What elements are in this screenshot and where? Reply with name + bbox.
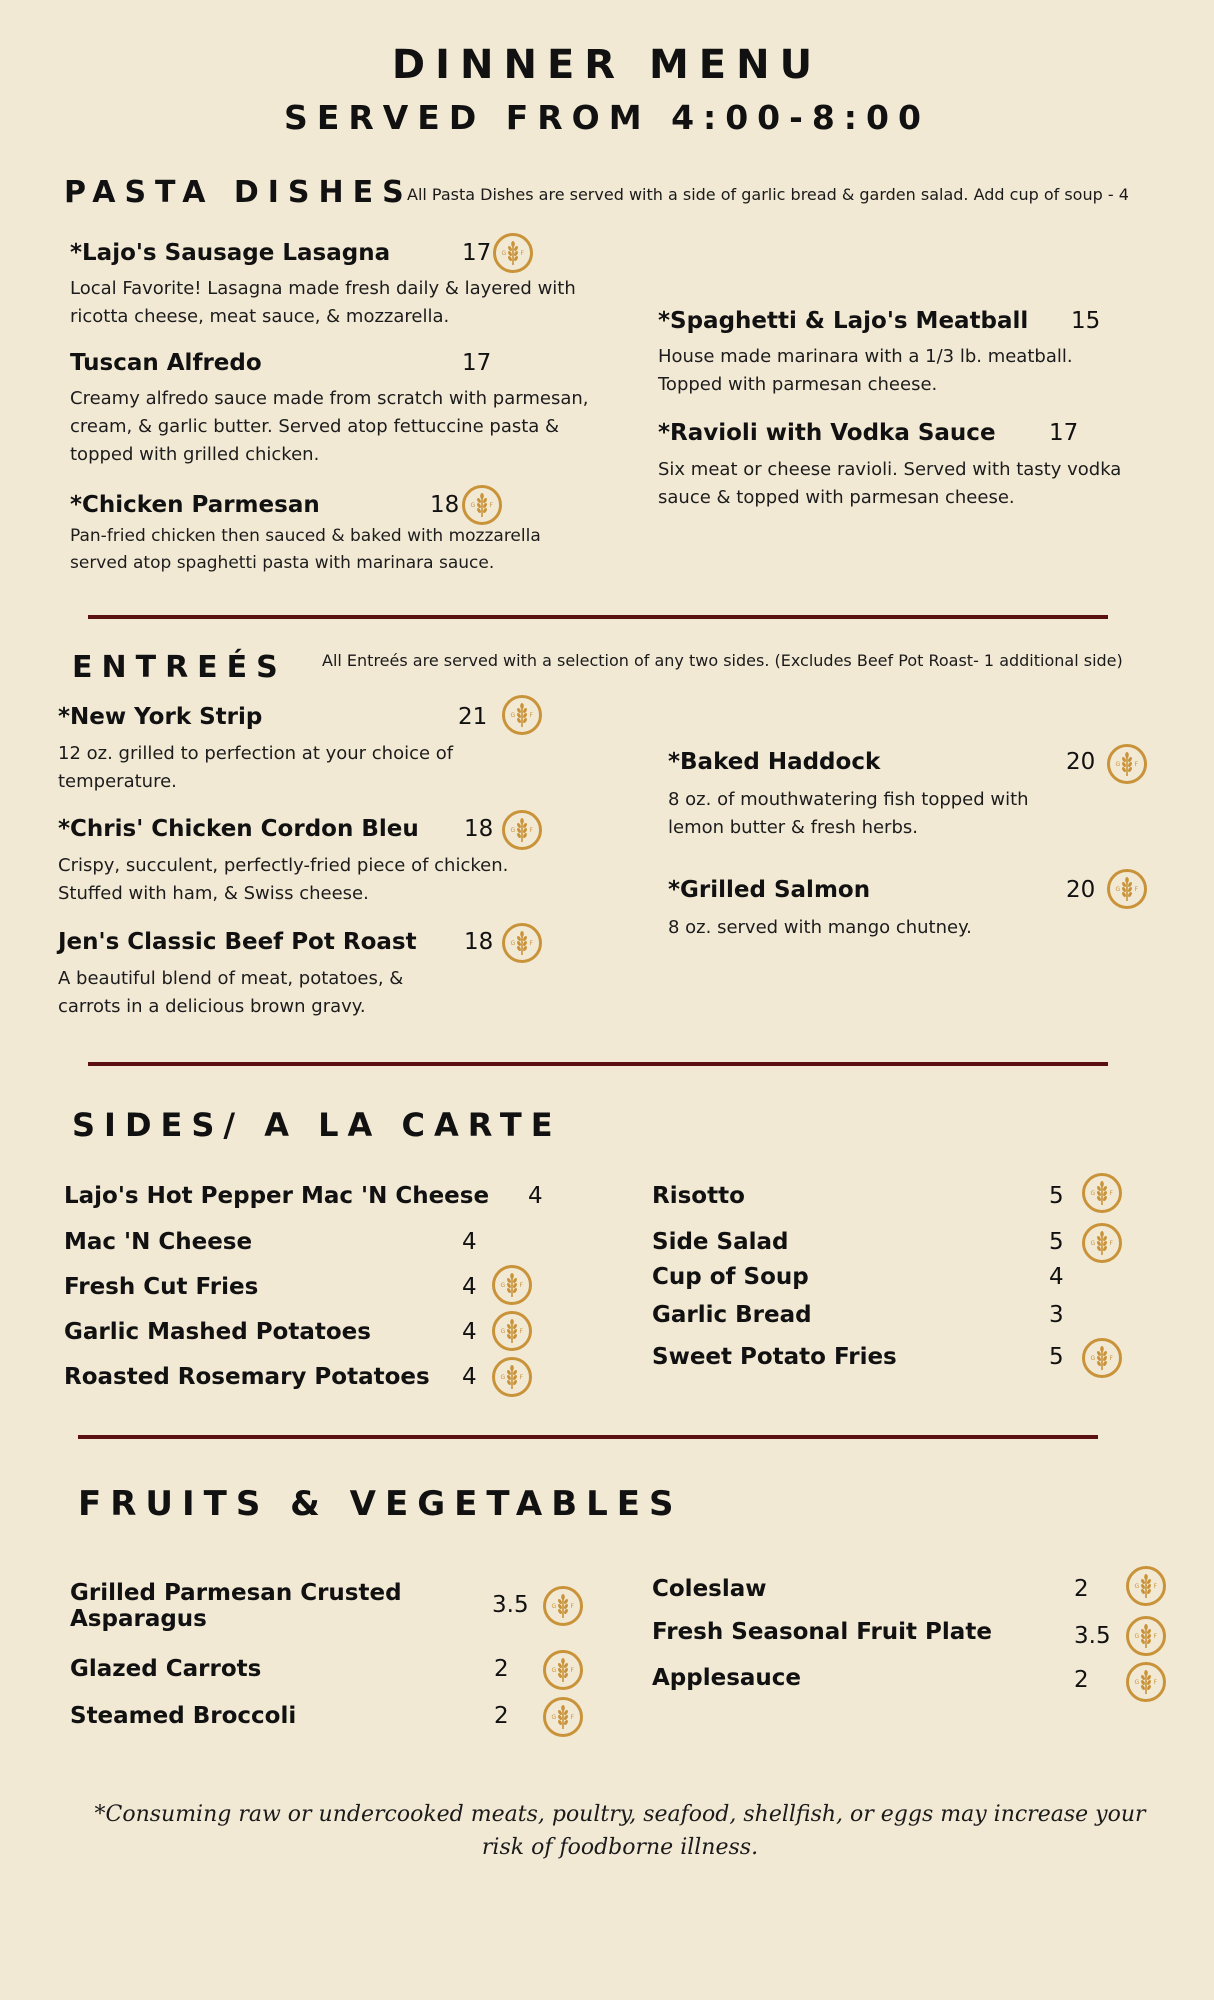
svg-text:F: F: [1109, 1190, 1113, 1197]
svg-text:F: F: [519, 1328, 523, 1335]
gluten-free-icon: [1107, 869, 1147, 909]
menu-item-name-line: Grilled Parmesan Crusted: [70, 1580, 402, 1606]
fruits-heading: FRUITS & VEGETABLES: [78, 1484, 683, 1524]
svg-text:G: G: [551, 1714, 557, 1721]
gluten-free-icon: [502, 695, 542, 735]
svg-text:F: F: [1153, 1583, 1157, 1590]
svg-text:G: G: [510, 940, 516, 947]
menu-item-price: 20: [1066, 749, 1096, 775]
menu-item-price: 4: [462, 1319, 477, 1345]
menu-item-name: Fresh Cut Fries: [64, 1274, 259, 1300]
food-safety-disclaimer: *Consuming raw or undercooked meats, poultry, seafood, shellfish, or eggs may increase your risk of foodborne illness.: [94, 1802, 1146, 1860]
menu-item-price: 2: [494, 1703, 509, 1729]
svg-text:G: G: [501, 250, 507, 257]
svg-text:G: G: [551, 1667, 557, 1674]
svg-text:F: F: [489, 502, 493, 509]
section-divider: [88, 615, 1108, 619]
menu-item-desc: 8 oz. of mouthwatering fish topped with lemon butter & fresh herbs.: [668, 789, 1029, 838]
svg-text:F: F: [570, 1667, 574, 1674]
menu-item-name: Fresh Seasonal Fruit Plate: [652, 1619, 992, 1645]
menu-item-name: Tuscan Alfredo: [70, 350, 262, 376]
menu-item-price: 5: [1049, 1344, 1064, 1370]
menu-item-name: *Chicken Parmesan: [70, 492, 320, 518]
menu-item-price: 5: [1049, 1229, 1064, 1255]
gluten-free-icon: [1082, 1338, 1122, 1378]
section-divider: [88, 1062, 1108, 1066]
svg-text:F: F: [529, 827, 533, 834]
gluten-free-icon: [462, 485, 502, 525]
svg-text:F: F: [520, 250, 524, 257]
sides-heading: SIDES/ A LA CARTE: [72, 1106, 562, 1144]
svg-text:G: G: [500, 1282, 506, 1289]
gluten-free-icon: [1126, 1566, 1166, 1606]
svg-text:F: F: [570, 1603, 574, 1610]
gluten-free-icon: [493, 233, 533, 273]
menu-item-desc: 12 oz. grilled to perfection at your choice of temperature.: [58, 743, 454, 792]
menu-item-price: 4: [1049, 1264, 1064, 1290]
menu-item-name: Risotto: [652, 1183, 745, 1209]
pasta-heading: PASTA DISHES: [64, 175, 413, 210]
entrees-heading: ENTREÉS: [72, 650, 287, 685]
menu-item-name: Glazed Carrots: [70, 1656, 262, 1682]
menu-item-name: *Grilled Salmon: [668, 877, 871, 903]
svg-text:G: G: [1090, 1240, 1096, 1247]
menu-item-desc: Pan-fried chicken then sauced & baked with mozzarella served atop spaghetti pasta with marinara sauce.: [70, 526, 541, 573]
menu-item-desc: House made marinara with a 1/3 lb. meatball. Topped with parmesan cheese.: [658, 346, 1073, 395]
menu-item-price: 18: [430, 492, 460, 518]
menu-item-desc: Creamy alfredo sauce made from scratch with parmesan, cream, & garlic butter. Served atop fettuccine pasta & topped with grilled chicken.: [70, 388, 589, 465]
gluten-free-icon: [1082, 1173, 1122, 1213]
menu-item-price: 3.5: [1074, 1623, 1111, 1649]
menu-item-name-line: Asparagus: [70, 1606, 207, 1632]
menu-item-name: *New York Strip: [58, 704, 263, 730]
svg-text:F: F: [1134, 886, 1138, 893]
menu-item-name: Garlic Bread: [652, 1302, 812, 1328]
gluten-free-icon: [492, 1311, 532, 1351]
gluten-free-icon: [492, 1265, 532, 1305]
menu-item-name: *Ravioli with Vodka Sauce: [658, 420, 996, 446]
svg-text:G: G: [500, 1374, 506, 1381]
svg-text:G: G: [1134, 1633, 1140, 1640]
svg-text:G: G: [1115, 761, 1121, 768]
svg-text:F: F: [529, 940, 533, 947]
svg-text:G: G: [1134, 1679, 1140, 1686]
svg-text:F: F: [1109, 1355, 1113, 1362]
gluten-free-icon: [543, 1586, 583, 1626]
menu-item-price: 3.5: [492, 1592, 529, 1618]
gluten-free-icon: [502, 923, 542, 963]
menu-item-price: 17: [1049, 420, 1079, 446]
gluten-free-icon: [492, 1357, 532, 1397]
svg-text:G: G: [1090, 1355, 1096, 1362]
menu-item-name: *Chris' Chicken Cordon Bleu: [58, 816, 419, 842]
menu-item-desc: Crispy, succulent, perfectly-fried piece of chicken. Stuffed with ham, & Swiss cheese.: [58, 855, 509, 904]
menu-item-desc: 8 oz. served with mango chutney.: [668, 917, 972, 938]
menu-title: DINNER MENU: [391, 42, 823, 88]
menu-item-name: Steamed Broccoli: [70, 1703, 297, 1729]
menu-item-price: 4: [462, 1229, 477, 1255]
gluten-free-icon: [502, 810, 542, 850]
menu-item-price: 2: [1074, 1576, 1089, 1602]
menu-item-name: *Spaghetti & Lajo's Meatball: [658, 308, 1029, 334]
menu-item-name: Roasted Rosemary Potatoes: [64, 1364, 430, 1390]
menu-item-price: 17: [462, 240, 492, 266]
menu-item-price: 2: [494, 1656, 509, 1682]
menu-item-name: Lajo's Hot Pepper Mac 'N Cheese: [64, 1183, 490, 1209]
menu-item-price: 4: [462, 1364, 477, 1390]
svg-text:F: F: [1153, 1679, 1157, 1686]
menu-item-name: Sweet Potato Fries: [652, 1344, 897, 1370]
menu-item-name: *Baked Haddock: [668, 749, 881, 775]
menu-item-price: 4: [462, 1274, 477, 1300]
gluten-free-icon: [543, 1650, 583, 1690]
menu-item-price: 2: [1074, 1667, 1089, 1693]
menu-item-price: 15: [1071, 308, 1101, 334]
gluten-free-icon: [1126, 1662, 1166, 1702]
menu-item-desc: A beautiful blend of meat, potatoes, & carrots in a delicious brown gravy.: [58, 968, 404, 1017]
menu-item-price: 3: [1049, 1302, 1064, 1328]
svg-text:F: F: [1109, 1240, 1113, 1247]
svg-text:G: G: [1134, 1583, 1140, 1590]
section-divider: [78, 1435, 1098, 1439]
svg-text:F: F: [519, 1282, 523, 1289]
gluten-free-icon: [1082, 1223, 1122, 1263]
menu-item-name: Cup of Soup: [652, 1264, 809, 1290]
svg-text:G: G: [470, 502, 476, 509]
menu-item-name: [70, 1580, 402, 1632]
svg-text:G: G: [510, 827, 516, 834]
menu-item-name: Applesauce: [652, 1665, 802, 1691]
menu-item-name: Side Salad: [652, 1229, 789, 1255]
svg-text:G: G: [1115, 886, 1121, 893]
menu-item-price: 18: [464, 929, 494, 955]
menu-subtitle: SERVED FROM 4:00-8:00: [284, 98, 930, 137]
svg-text:F: F: [1153, 1633, 1157, 1640]
svg-text:G: G: [1090, 1190, 1096, 1197]
menu-item-desc: Six meat or cheese ravioli. Served with tasty vodka sauce & topped with parmesan cheese.: [658, 459, 1122, 508]
menu-item-name: *Lajo's Sausage Lasagna: [70, 240, 391, 266]
menu-item-name: Mac 'N Cheese: [64, 1229, 253, 1255]
svg-text:F: F: [570, 1714, 574, 1721]
entrees-note: All Entreés are served with a selection of any two sides. (Excludes Beef Pot Roast- 1 additional side): [322, 651, 1123, 670]
menu-item-price: 5: [1049, 1183, 1064, 1209]
menu-item-price: 20: [1066, 877, 1096, 903]
menu-item-price: 17: [462, 350, 492, 376]
svg-text:G: G: [551, 1603, 557, 1610]
gluten-free-icon: [1126, 1616, 1166, 1656]
menu-item-price: 18: [464, 816, 494, 842]
menu-item-name: Jen's Classic Beef Pot Roast: [58, 929, 417, 955]
menu-item-price: 4: [528, 1183, 543, 1209]
menu-item-name: Coleslaw: [652, 1576, 767, 1602]
pasta-note: All Pasta Dishes are served with a side of garlic bread & garden salad. Add cup of soup - 4: [407, 185, 1129, 204]
svg-text:G: G: [510, 712, 516, 719]
menu-item-price: 21: [458, 704, 488, 730]
svg-text:F: F: [529, 712, 533, 719]
menu-item-name: Garlic Mashed Potatoes: [64, 1319, 371, 1345]
svg-text:F: F: [1134, 761, 1138, 768]
menu-item-desc: Local Favorite! Lasagna made fresh daily & layered with ricotta cheese, meat sauce, & mozzarella.: [70, 278, 576, 327]
svg-text:G: G: [500, 1328, 506, 1335]
gluten-free-icon: [1107, 744, 1147, 784]
gluten-free-icon: [543, 1697, 583, 1737]
svg-text:F: F: [519, 1374, 523, 1381]
